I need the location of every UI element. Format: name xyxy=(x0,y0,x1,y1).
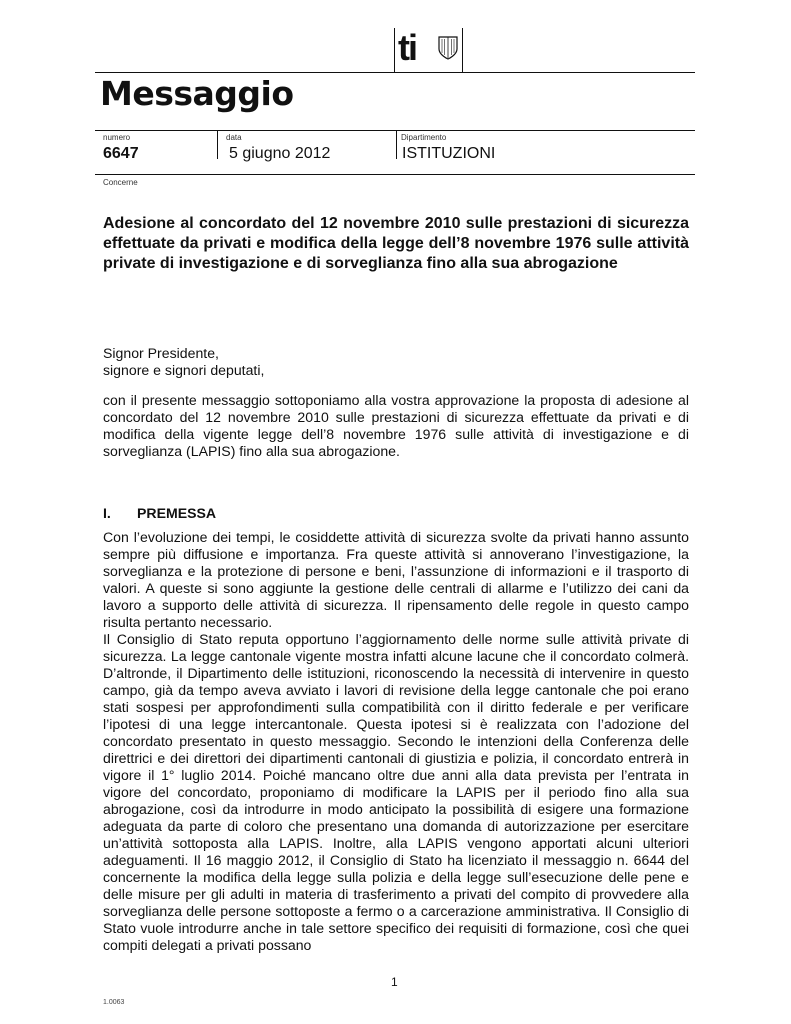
canton-shield-icon xyxy=(438,36,458,60)
salutation-line: signore e signori deputati, xyxy=(103,362,265,378)
subject-heading: Adesione al concordato del 12 novembre 2010 sulle prestazioni di sicurezza effettuate da privati e modifica della legge dell’8 novembre 1976 sulle attività private di investigazione e di sorveglianza fino alla sua abrogazione xyxy=(103,215,689,272)
body-paragraph: Il Consiglio di Stato reputa opportuno l’aggiornamento delle norme sulle attività private di sicurezza. La legge cantonale vigente mostra infatti alcune lacune che il concordato colmerà. D’altronde, il Dipartimento delle istituzioni, riconoscendo la necessità di intervenire in questo campo, già da tempo aveva avviato i lavori di revisione della legge cantonale che poi erano stati sospesi per approfondimenti sulla compatibilità con il diritto federale e per verificare l’ipotesi di una legge intercantonale. Questa ipotesi si è realizzata con l’adozione del concordato presentato in questo messaggio. Secondo le intenzioni della Conferenza delle direttrici e dei direttori dei dipartimenti cantonali di giustizia e polizia, il concordato entrerà in vigore il 1° luglio 2014. Poiché mancano oltre due anni alla data prevista per l’entrata in vigore del concordato, proponiamo di modificare la LAPIS per il periodo fino alla sua abrogazione, così da introdurre in modo anticipato la possibilità di esigere una formazione adeguata da parte di coloro che presentano una domanda di autorizzazione per esercitare un’attività sottoposta alla LAPIS. Inoltre, alla LAPIS vengono apportati alcuni ulteriori adeguamenti. Il 16 maggio 2012, il Consiglio di Stato ha licenziato il messaggio n. 6644 del concernente la modifica della legge sulla polizia e della legge sull’esecuzione delle pene e delle misure per gli adulti in materia di trasferimento a privati del compito di provvedere alla sorveglianza delle persone sottoposte a fermo o a carcerazione amministrativa. Il Consiglio di Stato vuole introdurre anche in tale settore specifico dei requisiti di formazione, così che quei compiti delegati a privati possano xyxy=(103,631,689,953)
body-paragraph: Con l’evoluzione dei tempi, le cosiddette attività di sicurezza svolte da privati hanno assunto sempre più diffusione e importanza. Fra queste attività si annoverano l’investigazione, la sorveglianza e la protezione di persone e beni, l’assunzione di informazioni e il trasporto di valori. A queste si sono aggiunte la gestione delle centrali di allarme e l’utilizzo dei cani da lavoro a supporto delle attività di sicurezza. Il ripensamento delle regole in questo campo risulta pertanto necessario. xyxy=(103,529,689,630)
meta-bottom-rule xyxy=(95,174,695,175)
section-number: I. xyxy=(103,505,111,521)
intro-paragraph: con il presente messaggio sottoponiamo alla vostra approvazione la proposta di adesione al concordato del 12 novembre 2010 sulle prestazioni di sicurezza effettuate da privati e di modifica della vigente legge dell’8 novembre 1976 sulle attività di investigazione e di sorveglianza (LAPIS) fino alla sua abrogazione. xyxy=(103,392,689,459)
concerne-label: Concerne xyxy=(103,178,138,187)
dipartimento-value: ISTITUZIONI xyxy=(402,145,496,162)
meta-separator xyxy=(396,131,397,159)
header-rule xyxy=(95,72,695,73)
meta-top-rule xyxy=(95,130,695,131)
meta-separator xyxy=(217,131,218,159)
data-value: 5 giugno 2012 xyxy=(229,145,331,162)
page-title: Messaggio xyxy=(100,74,294,113)
numero-value: 6647 xyxy=(103,145,139,162)
salutation-line: Signor Presidente, xyxy=(103,345,219,361)
document-code: 1.0063 xyxy=(103,999,125,1006)
data-label: data xyxy=(226,133,242,142)
section-heading xyxy=(103,505,216,522)
dipartimento-label: Dipartimento xyxy=(401,133,447,142)
section-title: PREMESSA xyxy=(137,505,217,521)
canton-logo: ti xyxy=(398,27,416,68)
numero-label: numero xyxy=(103,133,131,142)
page-number: 1 xyxy=(391,975,398,989)
